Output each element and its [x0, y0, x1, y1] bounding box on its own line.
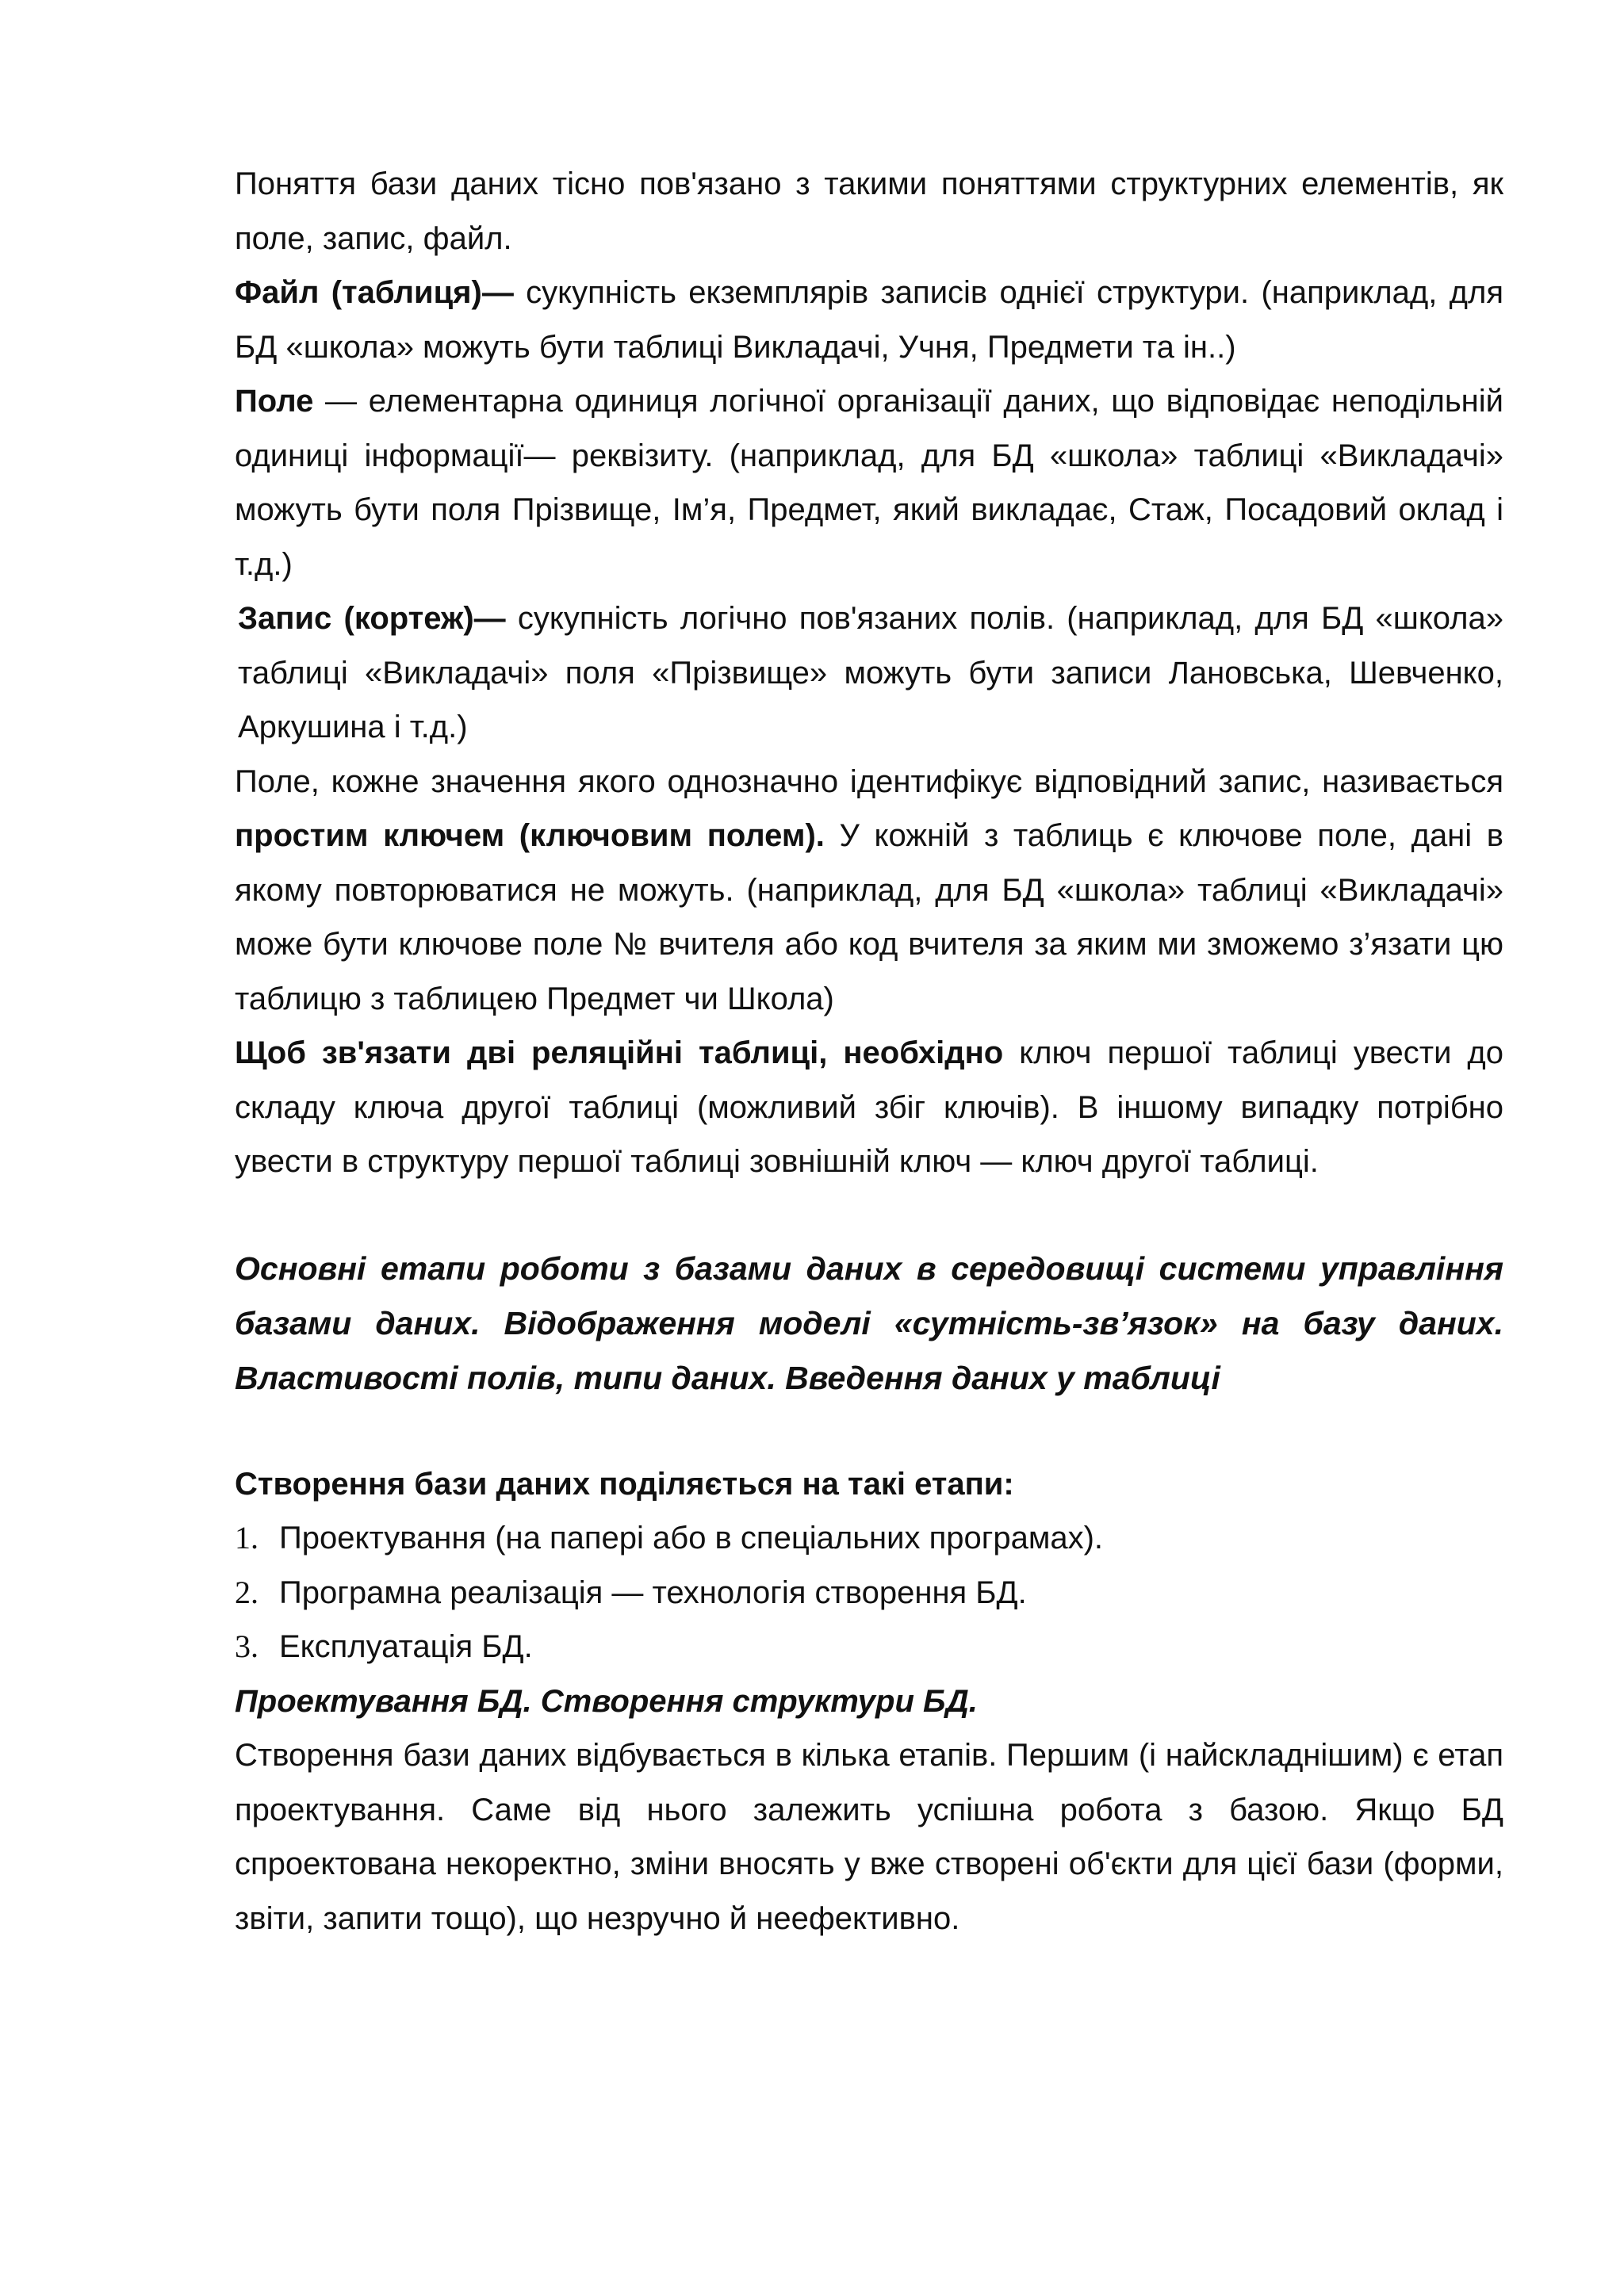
- stages-title: Створення бази даних поділяється на такі етапи:: [235, 1466, 1014, 1502]
- record-text: сукупність логічно пов'язаних полів. (наприклад, для БД «школа» таблиці «Викладачі» поля «Прізвище» можуть бути записи Лановська, Шевченко, Аркушина і т.д.): [238, 601, 1503, 744]
- key-text-before: Поле, кожне значення якого однозначно ідентифікує відповідний запис, називається: [235, 763, 1503, 799]
- field-term: Поле: [235, 384, 314, 419]
- key-text-after: У кожній з таблиць є ключове поле, дані в якому повторюватися не можуть. (наприклад, для БД «школа» таблиці «Викладачі» може бути ключове поле № вчителя або код вчителя за яким ми зможемо з’язати цю таблицю з таблицею Предмет чи Школа): [235, 818, 1504, 1016]
- section-heading: Основні етапи роботи з базами даних в середовищі системи управління базами даних. Відображення моделі «сутність-зв’язок» на базу даних. Властивості полів, типи даних. Введення даних у таблиці: [235, 1249, 1503, 1396]
- record-term: Запис (кортеж)—: [238, 601, 506, 636]
- list-item: [235, 1566, 1503, 1621]
- relation-definition: [235, 1026, 1503, 1189]
- key-term: простим ключем (ключовим полем).: [235, 818, 825, 853]
- design-heading: Проектування БД. Створення структури БД.: [235, 1683, 978, 1719]
- record-definition: [235, 591, 1503, 755]
- stages-list: [235, 1511, 1503, 1674]
- file-term: Файл (таблиця)—: [235, 275, 514, 310]
- file-definition: [235, 266, 1503, 374]
- list-number: 2.: [235, 1574, 259, 1610]
- list-number: 3.: [235, 1628, 259, 1664]
- list-item: [235, 1511, 1503, 1566]
- field-text: — елементарна одиниця логічної організації даних, що відповідає неподільній одиниці інформації— реквізиту. (наприклад, для БД «школа» таблиці «Викладачі» можуть бути поля Прізвище, Ім’я, Предмет, який викладає, Стаж, Посадовий оклад і т.д.): [235, 384, 1503, 582]
- intro-paragraph: Поняття бази даних тісно пов'язано з такими поняттями структурних елементів, як поле, запис, файл.: [235, 166, 1503, 256]
- relation-term: Щоб зв'язати дві реляційні таблиці, необхідно: [235, 1035, 1004, 1070]
- relation-text: ключ першої таблиці увести до складу ключа другої таблиці (можливий збіг ключів). В іншому випадку потрібно увести в структуру першої таблиці зовнішній ключ — ключ другої таблиці.: [235, 1035, 1503, 1179]
- field-definition: [235, 374, 1503, 591]
- file-text: сукупність екземплярів записів однієї структури. (наприклад, для БД «школа» можуть бути таблиці Викладачі, Учня, Предмети та ін..): [235, 275, 1504, 365]
- key-definition: [235, 755, 1503, 1027]
- list-text: Програмна реалізація — технологія створення БД.: [279, 1575, 1027, 1610]
- list-number: 1.: [235, 1520, 259, 1556]
- list-text: Проектування (на папері або в спеціальних програмах).: [279, 1521, 1104, 1556]
- design-paragraph: Створення бази даних відбувається в кілька етапів. Першим (і найскладнішим) є етап проектування. Саме від нього залежить успішна робота з базою. Якщо БД спроектована некоректно, зміни вносять у вже створені об'єкти для цієї бази (форми, звіти, запити тощо), що незручно й неефективно.: [235, 1738, 1503, 1936]
- list-item: [235, 1620, 1503, 1674]
- list-text: Експлуатація БД.: [279, 1629, 533, 1664]
